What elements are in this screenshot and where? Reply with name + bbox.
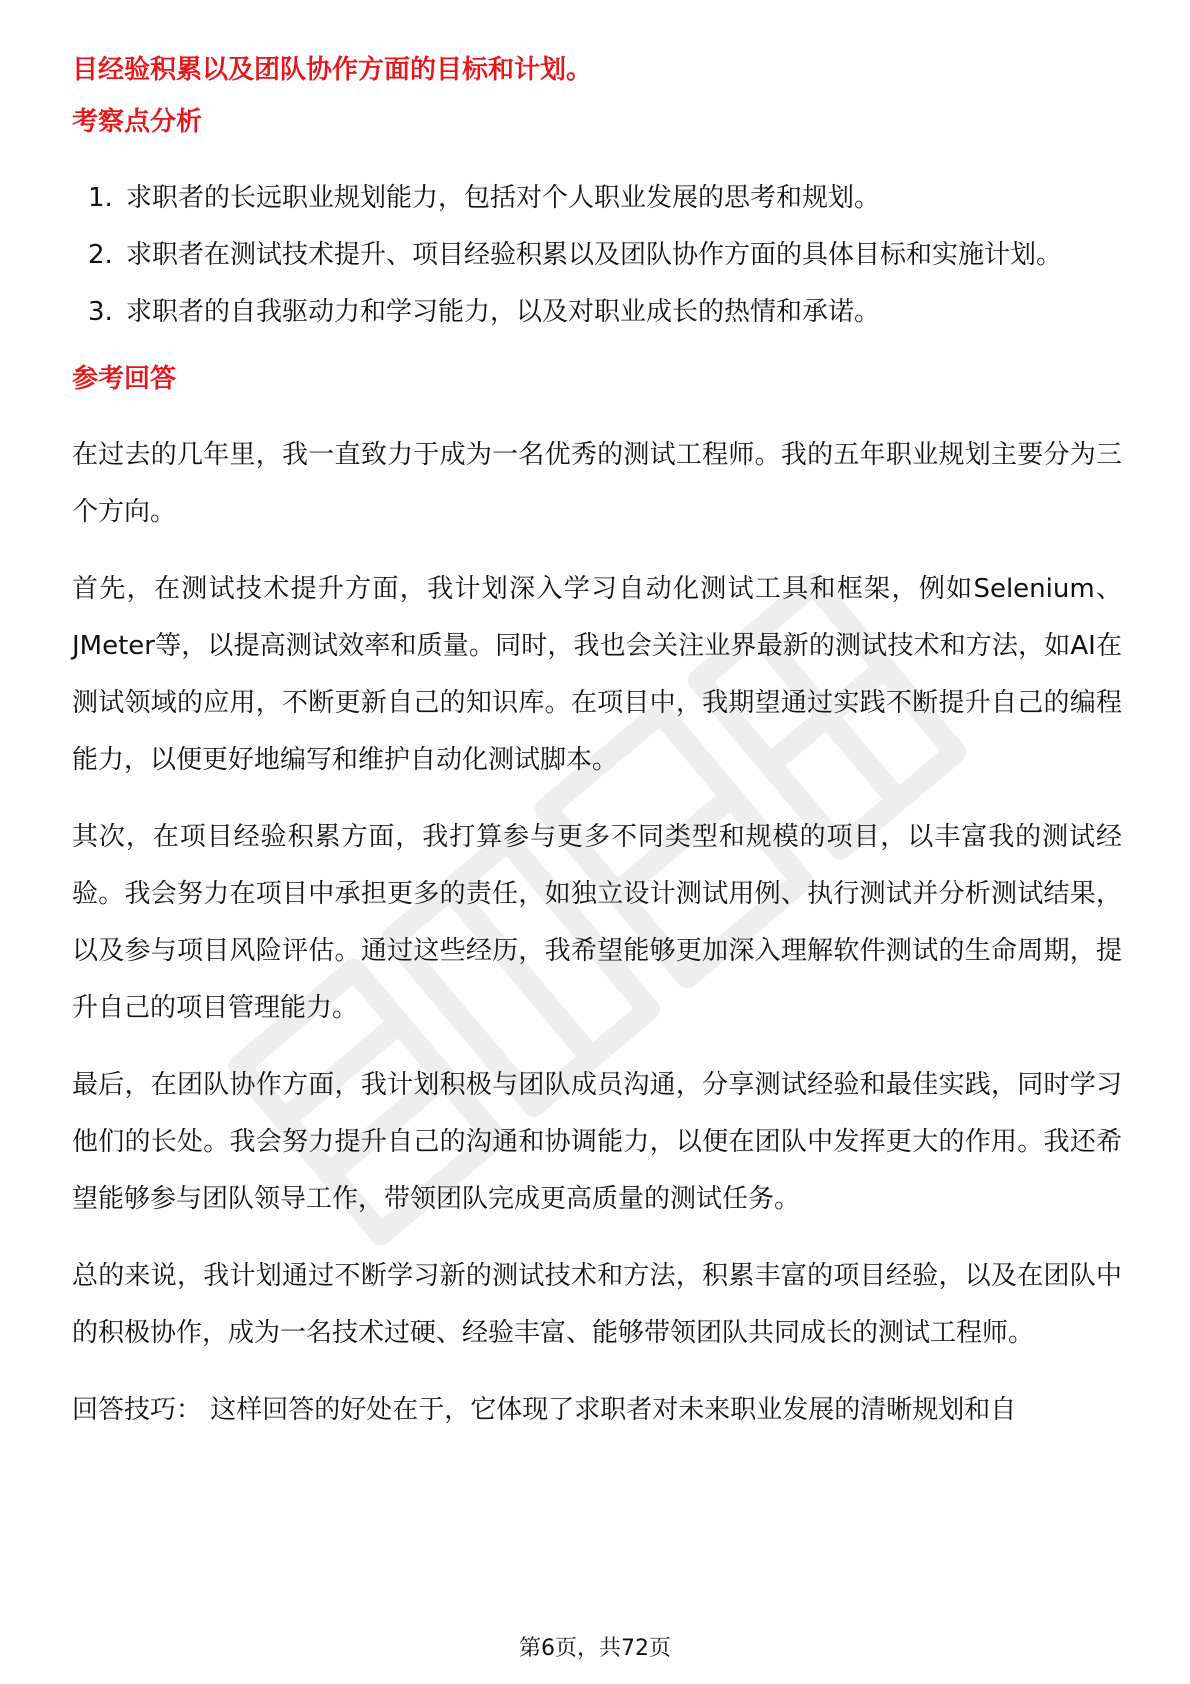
intro-line: 目经验积累以及团队协作方面的目标和计划。 [72,55,593,85]
list-item-text: 求职者的长远职业规划能力，包括对个人职业发展的思考和规划。 [126,183,881,213]
answer-heading: 参考回答 [72,364,177,394]
answer-paragraph-intro: 在过去的几年里，我一直致力于成为一名优秀的测试工程师。我的五年职业规划主要分为三个方向。 [72,440,1122,527]
answer-tips-paragraph: 回答技巧： 这样回答的好处在于，它体现了求职者对未来职业发展的清晰规划和自 [72,1395,1017,1425]
list-item-text: 求职者在测试技术提升、项目经验积累以及团队协作方面的具体目标和实施计划。 [126,240,1063,270]
answer-paragraph-teamwork: 最后，在团队协作方面，我计划积极与团队成员沟通，分享测试经验和最佳实践，同时学习他们的长处。我会努力提升自己的沟通和协调能力，以便在团队中发挥更大的作用。我还希望能够参与团队领导工作，带领团队完成更高质量的测试任务。 [72,1070,1122,1214]
list-item-number: 2. [88,240,113,270]
analysis-heading: 考察点分析 [72,107,203,137]
analysis-list [72,170,1122,341]
answer-paragraph-summary: 总的来说，我计划通过不断学习新的测试技术和方法，积累丰富的项目经验，以及在团队中的积极协作，成为一名技术过硬、经验丰富、能够带领团队共同成长的测试工程师。 [72,1261,1122,1348]
page-footer: 第6页，共72页 [519,1636,671,1661]
list-item-number: 1. [88,183,113,213]
list-item-text: 求职者的自我驱动力和学习能力，以及对职业成长的热情和承诺。 [126,297,881,327]
answer-paragraph-project: 其次，在项目经验积累方面，我打算参与更多不同类型和规模的项目，以丰富我的测试经验。我会努力在项目中承担更多的责任，如独立设计测试用例、执行测试并分析测试结果，以及参与项目风险评估。通过这些经历，我希望能够更加深入理解软件测试的生命周期，提升自己的项目管理能力。 [72,822,1122,1023]
answer-paragraph-technical: 首先，在测试技术提升方面，我计划深入学习自动化测试工具和框架，例如Selenium、JMeter等，以提高测试效率和质量。同时，我也会关注业界最新的测试技术和方法，如AI在测试领域的应用，不断更新自己的知识库。在项目中，我期望通过实践不断提升自己的编程能力，以便更好地编写和维护自动化测试脚本。 [72,574,1122,775]
list-item [72,227,1122,284]
list-item [72,284,1122,341]
list-item [72,170,1122,227]
list-item-number: 3. [88,297,113,327]
document-content [72,44,1122,1439]
